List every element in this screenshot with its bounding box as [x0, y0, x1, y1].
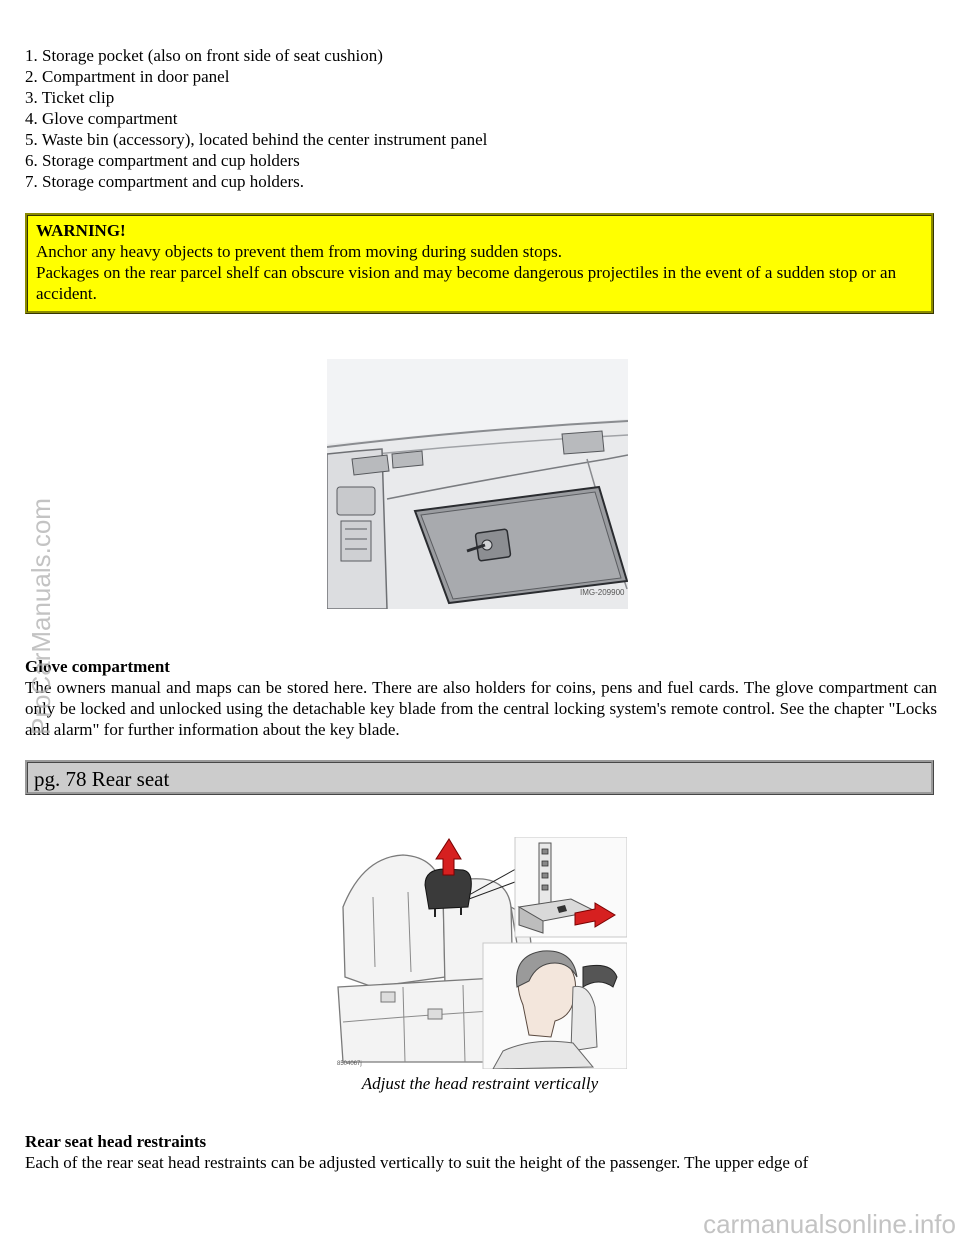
- section-heading: Glove compartment: [25, 657, 170, 676]
- head-restraint-illustration: [333, 837, 627, 1069]
- section-header: pg. 78 Rear seat: [25, 760, 934, 795]
- list-item: 7. Storage compartment and cup holders.: [25, 172, 305, 191]
- watermark-text: ProCarManuals.com: [26, 498, 56, 735]
- storage-list: [25, 45, 487, 192]
- rear-head-restraints-section: [25, 1131, 937, 1173]
- list-item: 6. Storage compartment and cup holders: [25, 151, 300, 170]
- list-item: 1. Storage pocket (also on front side of seat cushion): [25, 46, 383, 65]
- glove-compartment-illustration: [327, 359, 628, 609]
- section-heading: Rear seat head restraints: [25, 1132, 207, 1151]
- warning-box: [25, 213, 934, 314]
- watermark-bottom: carmanualsonline.info: [703, 1209, 956, 1239]
- list-item: 5. Waste bin (accessory), located behind the center instrument panel: [25, 130, 488, 149]
- warning-text: Packages on the rear parcel shelf can obscure vision and may become dangerous projectiles in the event of a sudden stop or an accident.: [36, 263, 897, 303]
- list-item: 4. Glove compartment: [25, 109, 178, 128]
- warning-text: Anchor any heavy objects to prevent them from moving during sudden stops.: [36, 242, 562, 261]
- paragraph: Each of the rear seat head restraints can be adjusted vertically to suit the height of the passenger. The upper edge of: [25, 1153, 809, 1172]
- paragraph: The owners manual and maps can be stored here. There are also holders for coins, pens and fuel cards. The glove compartment can only be locked and unlocked using the detachable key blade from the central locking system's remote control. See the chapter "Locks and alarm" for further information about the key blade.: [25, 678, 937, 739]
- warning-title: WARNING!: [36, 221, 126, 240]
- list-item: 3. Ticket clip: [25, 88, 115, 107]
- image-caption: Adjust the head restraint vertically: [361, 1074, 599, 1093]
- image-code: IMG-209900: [580, 588, 625, 597]
- glove-compartment-section: [25, 656, 937, 740]
- image-code: 8504067j: [337, 1061, 362, 1067]
- watermark-left: [16, 498, 56, 735]
- list-item: 2. Compartment in door panel: [25, 67, 230, 86]
